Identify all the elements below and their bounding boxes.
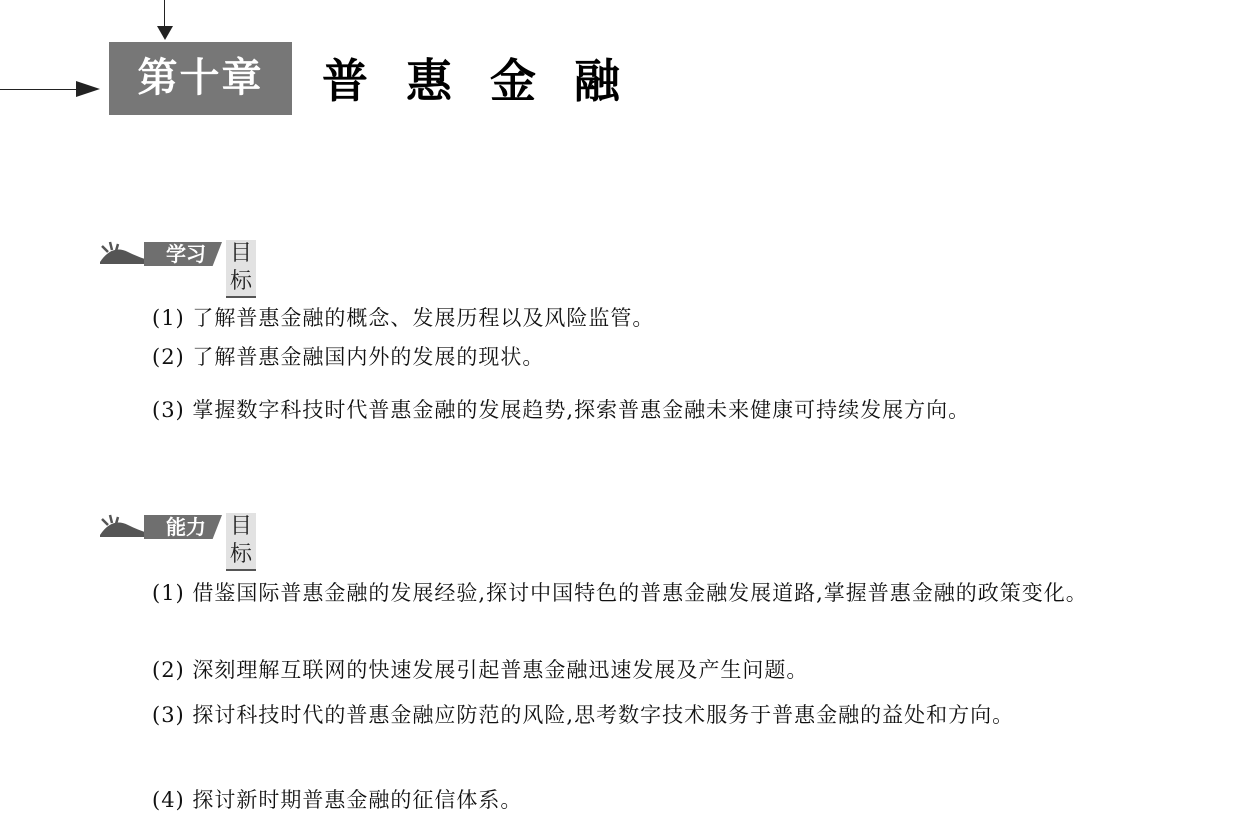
arrow-down-icon [157,26,173,40]
learning-goal-3: (3) 掌握数字科技时代普惠金融的发展趋势,探索普惠金融未来健康可持续发展方向。 [152,398,971,422]
wave-icon [98,511,150,539]
chapter-label: 第十章 [109,42,292,115]
arrow-right-icon [76,81,100,97]
ability-goal-3: (3) 探讨科技时代的普惠金融应防范的风险,思考数字技术服务于普惠金融的益处和方向。 [152,703,1015,727]
wave-icon [98,238,150,266]
section-tag-suffix: 目标 [226,240,256,298]
ability-goal-4: (4) 探讨新时期普惠金融的征信体系。 [152,788,523,812]
section-tag-suffix: 目标 [226,513,256,571]
horizontal-guide-line [0,89,78,90]
vertical-guide-line [164,0,165,28]
ability-goal-1: (1) 借鉴国际普惠金融的发展经验,探讨中国特色的普惠金融发展道路,掌握普惠金融的政策变化。 [152,581,1088,605]
learning-goal-2: (2) 了解普惠金融国内外的发展的现状。 [152,345,545,369]
chapter-title: 普惠金融 [322,54,658,108]
learning-goal-1: (1) 了解普惠金融的概念、发展历程以及风险监管。 [152,306,655,330]
section-tag: 能力 [166,515,206,539]
section-tag: 学习 [166,242,206,266]
ability-goal-2: (2) 深刻理解互联网的快速发展引起普惠金融迅速发展及产生问题。 [152,658,809,682]
